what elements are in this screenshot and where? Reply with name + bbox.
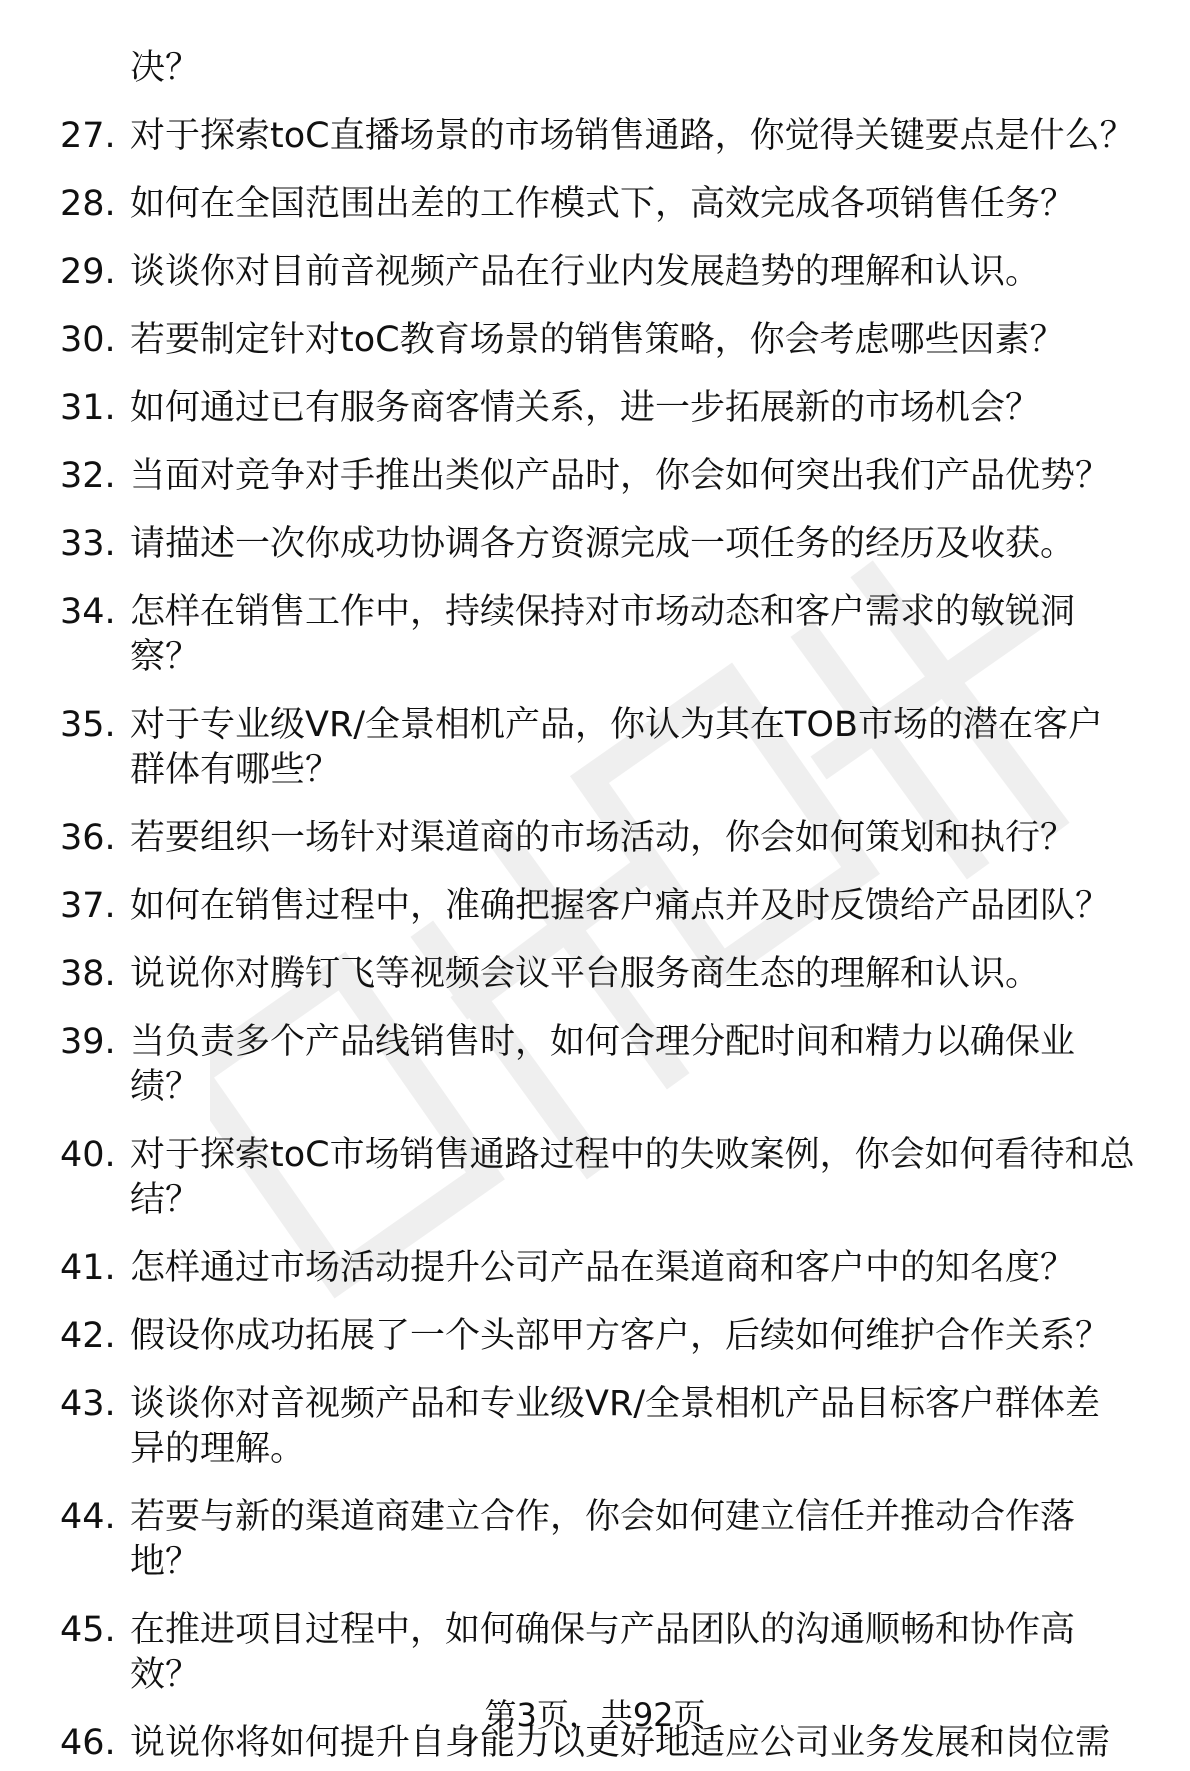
question-text: 如何通过已有服务商客情关系，进一步拓展新的市场机会？ [130, 388, 1041, 428]
question-line-continued [0, 1059, 1190, 1115]
question-text: 当负责多个产品线销售时，如何合理分配时间和精力以确保业 [130, 1022, 1076, 1062]
question-number: 31. [60, 388, 116, 428]
question-text: 察？ [130, 637, 201, 677]
question-text: 效？ [130, 1655, 201, 1695]
question-text: 对于探索toC市场销售通路过程中的失败案例，你会如何看待和总 [130, 1135, 1135, 1175]
question-line [0, 176, 1190, 232]
question-line [0, 1308, 1190, 1364]
question-text: 若要与新的渠道商建立合作，你会如何建立信任并推动合作落 [130, 1497, 1076, 1537]
question-text: 说说你对腾钉飞等视频会议平台服务商生态的理解和认识。 [130, 954, 1041, 994]
question-text: 结？ [130, 1180, 201, 1220]
question-text: 谈谈你对音视频产品和专业级VR/全景相机产品目标客户群体差 [130, 1384, 1101, 1424]
question-number: 34. [60, 592, 116, 632]
question-text: 异的理解。 [130, 1429, 306, 1469]
question-line [0, 878, 1190, 934]
question-number: 27. [60, 116, 116, 156]
question-line [0, 810, 1190, 866]
question-text: 在推进项目过程中，如何确保与产品团队的沟通顺畅和协作高 [130, 1610, 1076, 1650]
question-line [0, 448, 1190, 504]
question-line-continued [0, 1534, 1190, 1590]
question-line [0, 1240, 1190, 1296]
question-number: 28. [60, 184, 116, 224]
question-text: 怎样通过市场活动提升公司产品在渠道商和客户中的知名度？ [130, 1248, 1076, 1288]
question-text: 当面对竞争对手推出类似产品时，你会如何突出我们产品优势？ [130, 456, 1111, 496]
question-text: 若要组织一场针对渠道商的市场活动，你会如何策划和执行？ [130, 818, 1076, 858]
question-text: 请描述一次你成功协调各方资源完成一项任务的经历及收获。 [130, 524, 1076, 564]
question-text: 怎样在销售工作中，持续保持对市场动态和客户需求的敏锐洞 [130, 592, 1076, 632]
question-number: 30. [60, 320, 116, 360]
question-text: 决？ [130, 48, 201, 88]
question-text: 假设你成功拓展了一个头部甲方客户，后续如何维护合作关系？ [130, 1316, 1111, 1356]
question-number: 45. [60, 1610, 116, 1650]
question-number: 33. [60, 524, 116, 564]
question-line [0, 312, 1190, 368]
question-text: 说说你将如何提升自身能力以更好地适应公司业务发展和岗位需 [130, 1723, 1111, 1763]
question-number: 46. [60, 1723, 116, 1763]
question-line [0, 40, 1190, 96]
question-line [0, 946, 1190, 1002]
question-number: 41. [60, 1248, 116, 1288]
question-line-continued [0, 1421, 1190, 1477]
question-number: 37. [60, 886, 116, 926]
question-number: 35. [60, 705, 116, 745]
question-line-continued [0, 629, 1190, 685]
question-line [0, 516, 1190, 572]
question-line-continued [0, 742, 1190, 798]
question-number: 29. [60, 252, 116, 292]
question-text: 谈谈你对目前音视频产品在行业内发展趋势的理解和认识。 [130, 252, 1041, 292]
question-number: 38. [60, 954, 116, 994]
question-number: 43. [60, 1384, 116, 1424]
question-number: 39. [60, 1022, 116, 1062]
question-text: 地？ [130, 1542, 201, 1582]
question-number: 36. [60, 818, 116, 858]
question-number: 42. [60, 1316, 116, 1356]
question-text: 对于探索toC直播场景的市场销售通路，你觉得关键要点是什么？ [130, 116, 1135, 156]
question-number: 44. [60, 1497, 116, 1537]
question-text: 绩？ [130, 1067, 201, 1107]
page-footer: 第3页，共92页 [484, 1696, 706, 1734]
question-line [0, 108, 1190, 164]
question-text: 群体有哪些？ [130, 750, 341, 790]
question-line [0, 244, 1190, 300]
question-text: 如何在销售过程中，准确把握客户痛点并及时反馈给产品团队？ [130, 886, 1111, 926]
question-number: 32. [60, 456, 116, 496]
question-line [0, 380, 1190, 436]
question-text: 如何在全国范围出差的工作模式下，高效完成各项销售任务？ [130, 184, 1076, 224]
question-text: 若要制定针对toC教育场景的销售策略，你会考虑哪些因素？ [130, 320, 1065, 360]
question-number: 40. [60, 1135, 116, 1175]
question-text: 对于专业级VR/全景相机产品，你认为其在TOB市场的潜在客户 [130, 705, 1103, 745]
question-line-continued [0, 1172, 1190, 1228]
